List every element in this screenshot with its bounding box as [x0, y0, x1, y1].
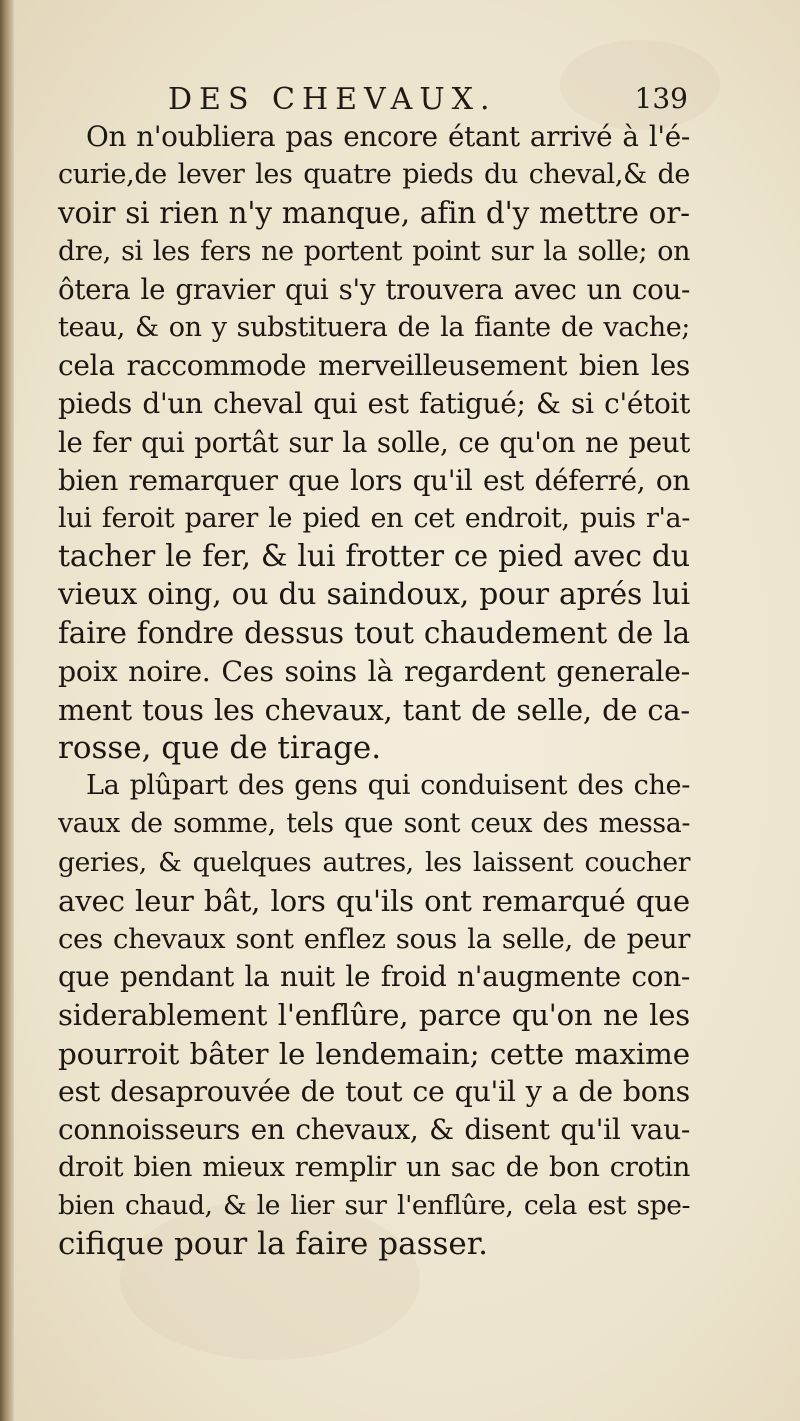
running-head-title: DES CHEVAUX. — [168, 82, 497, 117]
text-line: vaux de somme, tels que sont ceux des messa- — [58, 808, 690, 840]
text-line: pourroit bâter le lendemain; cette maxime — [58, 1036, 690, 1071]
text-line: avec leur bât, lors qu'ils ont remarqué que — [58, 883, 690, 918]
text-line: cifique pour la faire passer. — [58, 1226, 489, 1263]
text-line: siderablement l'enflûre, parce qu'on ne les — [58, 998, 690, 1033]
text-line: curie,de lever les quatre pieds du cheval,& de — [58, 159, 690, 191]
running-head — [168, 82, 688, 122]
text-line: bien chaud, & le lier sur l'enflûre, cela est spe- — [58, 1190, 690, 1222]
text-line: vieux oing, ou du saindoux, pour aprés lui — [58, 577, 690, 613]
text-line: poix noire. Ces soins là regardent generale- — [58, 654, 690, 688]
text-line: La plûpart des gens qui conduisent des che- — [86, 770, 690, 802]
text-line: est desaprouvée de tout ce qu'il y a de bons — [58, 1074, 690, 1108]
text-line: lui feroit parer le pied en cet endroit, puis r'a- — [58, 502, 690, 534]
text-line: connoisseurs en chevaux, & disent qu'il vau- — [58, 1112, 690, 1146]
page-number: 139 — [634, 82, 688, 115]
text-line: geries, & quelques autres, les laissent coucher — [58, 846, 690, 878]
text-line: On n'oubliera pas encore étant arrivé à l'é- — [86, 120, 690, 153]
text-line: dre, si les fers ne portent point sur la solle; on — [58, 235, 690, 267]
paragraph-2 — [58, 767, 690, 1263]
text-line: pieds d'un cheval qui est fatigué; & si c'étoit — [58, 387, 690, 421]
paragraph-1 — [58, 118, 690, 767]
text-line: faire fondre dessus tout chaudement de la — [58, 616, 690, 651]
text-line: ment tous les chevaux, tant de selle, de ca- — [58, 692, 690, 727]
text-line: bien remarquer que lors qu'il est déferré, on — [58, 463, 690, 497]
text-line: teau, & on y substituera de la fiante de vache; — [58, 311, 690, 343]
page-binding-edge — [0, 0, 14, 1421]
text-line: que pendant la nuit le froid n'augmente con- — [58, 960, 690, 994]
text-line: cela raccommode merveilleusement bien les — [58, 349, 690, 383]
text-line: ôtera le gravier qui s'y trouvera avec un cou- — [58, 272, 690, 306]
text-line: tacher le fer, & lui frotter ce pied avec du — [58, 539, 690, 575]
text-line: ces chevaux sont enflez sous la selle, de peur — [58, 922, 690, 955]
text-line: le fer qui portât sur la solle, ce qu'on ne peut — [58, 425, 690, 459]
text-line: voir si rien n'y manque, afin d'y mettre or- — [58, 196, 690, 231]
text-line: rosse, que de tirage. — [58, 730, 382, 766]
body-text — [58, 118, 690, 1264]
text-line: droit bien mieux remplir un sac de bon crotin — [58, 1152, 690, 1184]
